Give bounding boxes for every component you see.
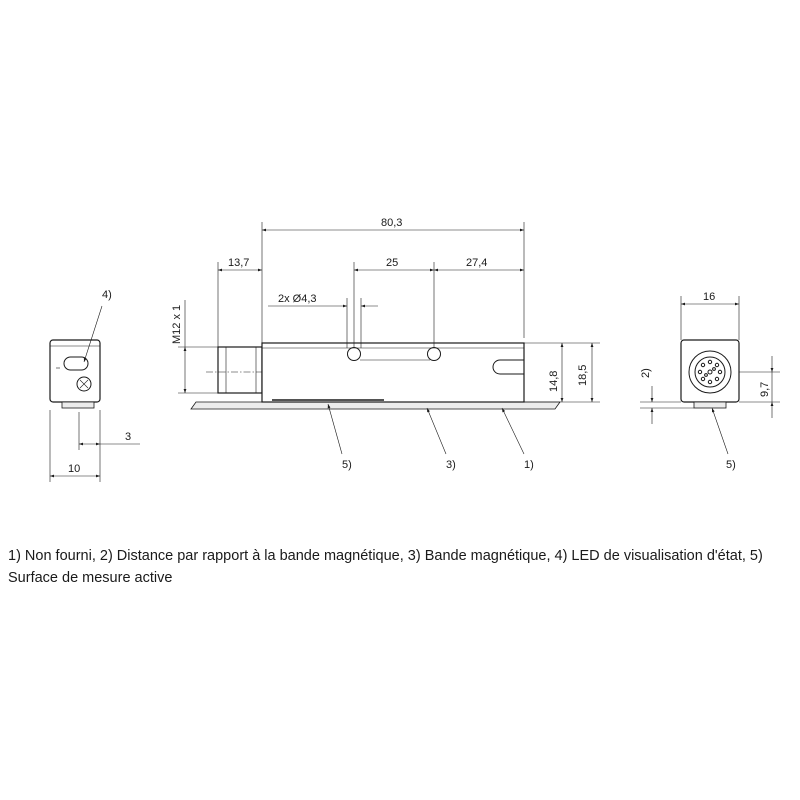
dim-height-body: 14,8 [548, 370, 560, 392]
dim-length-total: 80,3 [381, 217, 403, 229]
callout-1: 1) [524, 459, 534, 471]
end-view-sensor-face [62, 402, 94, 408]
dim-hole-spacing: 25 [386, 257, 399, 269]
end-view-housing [50, 340, 100, 402]
end-view-left [50, 289, 140, 482]
sensor-housing [262, 343, 524, 402]
dim-width-end: 10 [68, 463, 81, 475]
dim-thread: M12 x 1 [171, 304, 183, 344]
dim-hole-spec: 2x Ø4,3 [278, 293, 317, 305]
m12-connector [218, 347, 262, 393]
dim-width-front: 16 [703, 291, 716, 303]
front-view-sensor-face [694, 402, 726, 408]
front-view-right [640, 291, 780, 471]
dim-height-front: 9,7 [759, 381, 771, 397]
callout-2: 2) [640, 368, 652, 378]
magnetic-tape [191, 402, 560, 409]
dim-connector-length: 13,7 [228, 257, 250, 269]
callout-4: 4) [102, 289, 112, 301]
callout-5-front: 5) [726, 459, 736, 471]
callout-3: 3) [446, 459, 456, 471]
dim-offset-end: 3 [125, 431, 132, 443]
legend-caption: 1) Non fourni, 2) Distance par rapport à la bande magnétique, 3) Bande magnétique, 4) LED de visualisation d'état, 5) Surface de mesure active [8, 548, 763, 586]
callout-5-side: 5) [342, 459, 352, 471]
side-view [171, 217, 600, 471]
dim-height-total: 18,5 [577, 364, 589, 386]
dim-hole-to-end: 27,4 [466, 257, 488, 269]
